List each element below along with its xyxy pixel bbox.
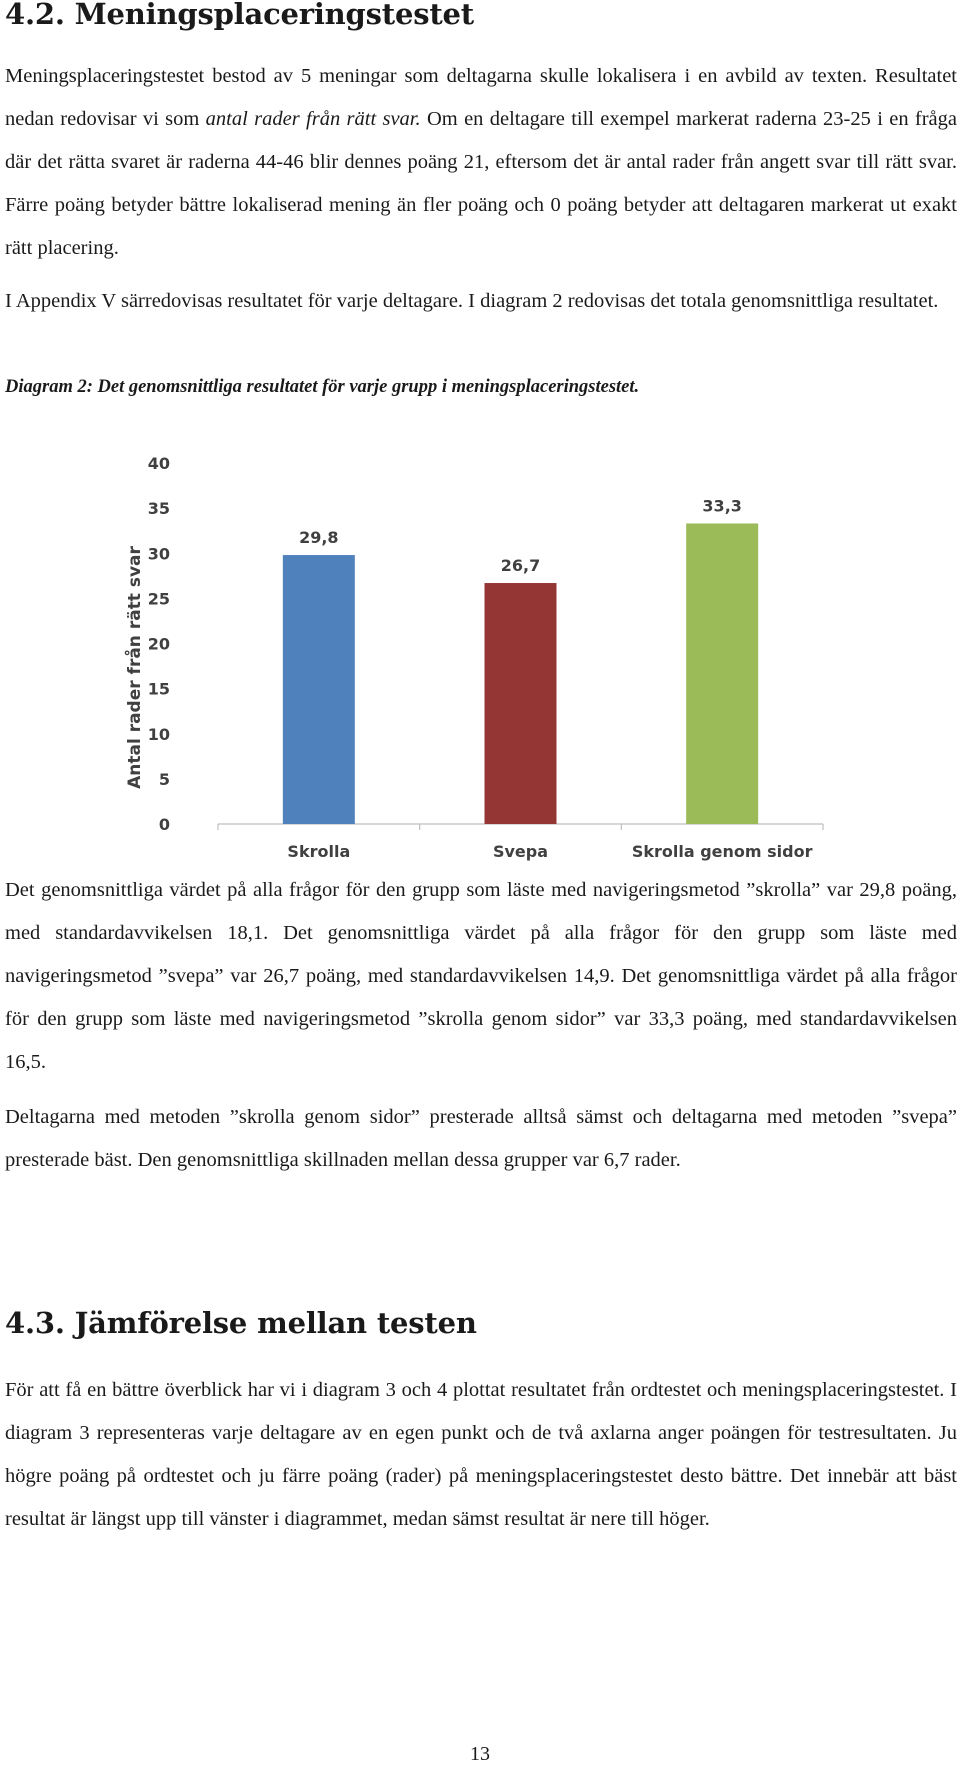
paragraph-intro-text-b: Om en deltagare till exempel markerat raderna 23-25 i en fråga där det rätta svaret är raderna 44-46 blir dennes poäng 21, eftersom det är antal rader från angett svar till rätt svar. Färre poäng betyder bättre lokaliserad mening än fler poäng och 0 poäng betyder att deltagaren markerat ut exakt rätt placering. xyxy=(5,108,957,259)
section-heading-4-2: 4.2. Meningsplaceringstestet xyxy=(5,0,474,31)
y-tick-label: 25 xyxy=(147,589,170,609)
page-number: 13 xyxy=(470,1743,490,1765)
paragraph-intro-italic: antal rader från rätt svar. xyxy=(205,108,421,130)
y-tick-label: 40 xyxy=(147,454,170,473)
paragraph-conclusion: Deltagarna med metoden ”skrolla genom sidor” presterade alltså sämst och deltagarna med metoden ”svepa” presterade bäst. Den genomsnittliga skillnaden mellan dessa grupper var 6,7 rader. xyxy=(5,1106,957,1171)
section-heading-4-3: 4.3. Jämförelse mellan testen xyxy=(5,1306,477,1340)
data-label-skrolla: 29,8 xyxy=(299,528,339,548)
bar-skrolla xyxy=(283,555,355,824)
y-tick-label: 5 xyxy=(158,769,170,789)
x-label-skrolla-genom-sidor: Skrolla genom sidor xyxy=(631,842,813,861)
y-tick-label: 0 xyxy=(158,815,170,834)
y-tick-label: 15 xyxy=(147,679,170,699)
y-tick-label: 10 xyxy=(147,724,170,744)
bar-svepa xyxy=(485,583,557,824)
data-label-skrolla-genom-sidor: 33,3 xyxy=(702,496,742,516)
bar-skrolla-genom-sidor xyxy=(686,523,758,824)
y-axis-title: Antal rader från rätt svar xyxy=(125,546,145,789)
bar-chart xyxy=(118,448,838,868)
paragraph-appendix: I Appendix V särredovisas resultatet för varje deltagare. I diagram 2 redovisas det totala genomsnittliga resultatet. xyxy=(5,290,939,312)
x-label-svepa: Svepa xyxy=(492,842,549,861)
y-tick-label: 20 xyxy=(147,634,170,654)
y-tick-label: 35 xyxy=(147,499,170,519)
paragraph-comparison: För att få en bättre överblick har vi i diagram 3 och 4 plottat resultatet från ordtestet och meningsplaceringstestet. I diagram 3 representeras varje deltagare av en egen punkt och de två axlarna anger poängen för testresultaten. Ju högre poäng på ordtestet och ju färre poäng (rader) på meningsplaceringstestet desto bättre. Det innebär att bäst resultat är längst upp till vänster i diagrammet, medan sämst resultat är nere till höger. xyxy=(5,1379,957,1530)
data-label-svepa: 26,7 xyxy=(500,556,541,576)
y-tick-label: 30 xyxy=(147,544,170,564)
x-label-skrolla: Skrolla xyxy=(287,842,351,861)
chart-caption: Diagram 2: Det genomsnittliga resultatet för varje grupp i meningsplaceringstestet. xyxy=(5,377,640,397)
paragraph-intro-text-a: Meningsplaceringstestet bestod av 5 meningar som deltagarna skulle lokalisera i en avbild av texten. Resultatet nedan redovisar vi som xyxy=(5,65,957,130)
paragraph-intro xyxy=(5,55,957,270)
paragraph-results: Det genomsnittliga värdet på alla frågor för den grupp som läste med navigeringsmetod ”skrolla” var 29,8 poäng, med standardavvikelsen 18,1. Det genomsnittliga värdet på alla frågor för den grupp som läste med navigeringsmetod ”svepa” var 26,7 poäng, med standardavvikelsen 14,9. Det genomsnittliga värdet på alla frågor för den grupp som läste med navigeringsmetod ”skrolla genom sidor” var 33,3 poäng, med standardavvikelsen 16,5. xyxy=(5,879,957,1073)
y-tick-labels xyxy=(148,454,170,834)
